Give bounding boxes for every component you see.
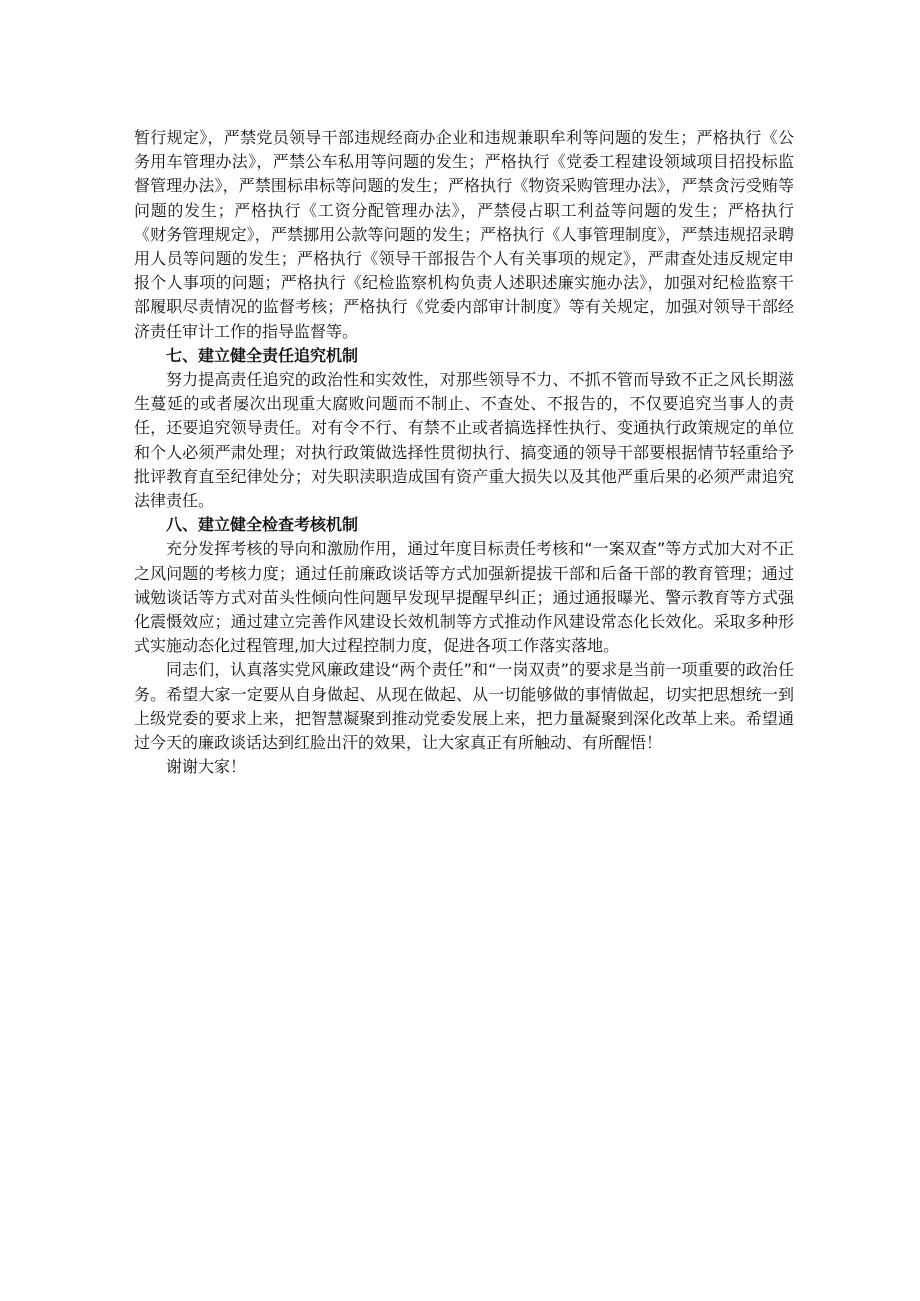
paragraph-closing-remarks: 同志们，认真落实党风廉政建设“两个责任”和“一岗双责”的要求是当前一项重要的政治任务。希望大家一定要从自身做起、从现在做起、从一切能够做的事情做起，切实把思想统一到上级党委的要求上来，把智慧凝聚到推动党委发展上来，把力量凝聚到深化改革上来。希望通过今天的廉政谈话达到红脸出汗的效果，让大家真正有所触动、有所醒悟！ xyxy=(134,660,794,753)
paragraph-assessment: 充分发挥考核的导向和激励作用，通过年度目标责任考核和“一案双查”等方式加大对不正之风问题的考核力度；通过任前廉政谈话等方式加强新提拔干部和后备干部的教育管理；通过诫勉谈话等方式对苗头性倾向性问题早发现早提醒早纠正；通过通报曝光、警示教育等方式强化震慑效应；通过建立完善作风建设长效机制等方式推动作风建设常态化长效化。采取多种形式实施动态化过程管理,加大过程控制力度，促进各项工作落实落地。 xyxy=(134,539,794,656)
paragraph-thanks: 谢谢大家！ xyxy=(166,757,247,777)
document-body xyxy=(134,126,794,779)
section-heading-seven: 七、建立健全责任追究机制 xyxy=(166,345,359,365)
paragraph-continuation: 暂行规定》，严禁党员领导干部违规经商办企业和违规兼职牟利等问题的发生；严格执行《公务用车管理办法》，严禁公车私用等问题的发生；严格执行《党委工程建设领域项目招投标监督管理办法》，严禁围标串标等问题的发生；严格执行《物资采购管理办法》，严禁贪污受贿等问题的发生；严格执行《工资分配管理办法》，严禁侵占职工利益等问题的发生；严格执行《财务管理规定》，严禁挪用公款等问题的发生；严格执行《人事管理制度》，严禁违规招录聘用人员等问题的发生；严格执行《领导干部报告个人有关事项的规定》，严肃查处违反规定申报个人事项的问题；严格执行《纪检监察机构负责人述职述廉实施办法》，加强对纪检监察干部履职尽责情况的监督考核；严格执行《党委内部审计制度》等有关规定，加强对领导干部经济责任审计工作的指导监督等。 xyxy=(134,128,794,341)
paragraph-accountability: 努力提高责任追究的政治性和实效性，对那些领导不力、不抓不管而导致不正之风长期滋生蔓延的或者屡次出现重大腐败问题而不制止、不查处、不报告的，不仅要追究当事人的责任，还要追究领导责任。对有令不行、有禁不止或者搞选择性执行、变通执行政策规定的单位和个人必须严肃处理；对执行政策做选择性贯彻执行、搞变通的领导干部要根据情节轻重给予批评教育直至纪律处分；对失职渎职造成国有资产重大损失以及其他严重后果的必须严肃追究法律责任。 xyxy=(134,370,794,511)
section-heading-eight: 八、建立健全检查考核机制 xyxy=(166,515,359,535)
